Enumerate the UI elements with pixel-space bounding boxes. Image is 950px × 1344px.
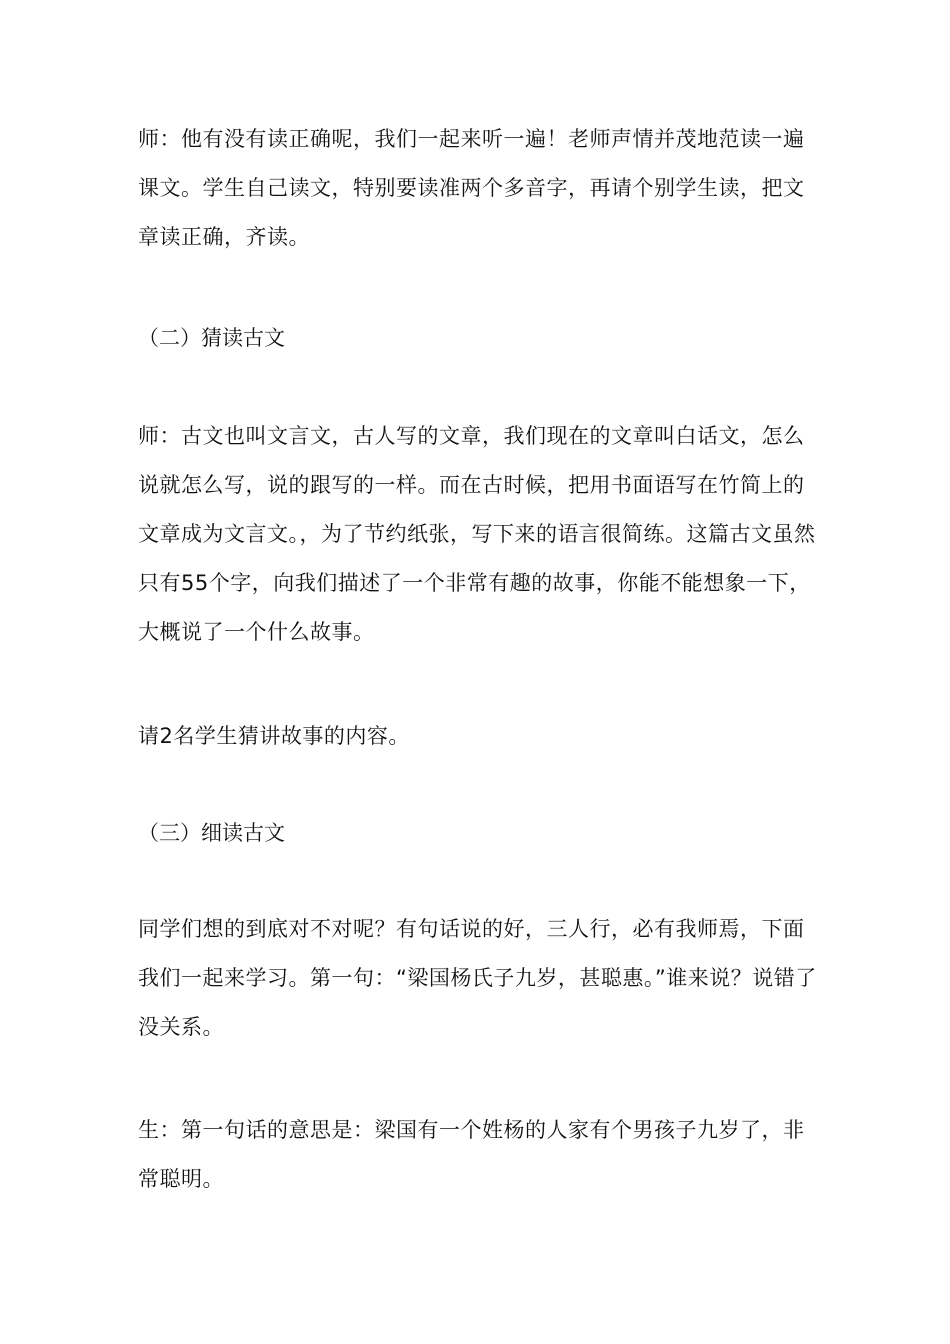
section-heading-detailed-reading: （三）细读古文 [138,821,285,845]
paragraph-teacher-reading: 师：他有没有读正确呢，我们一起来听一遍！老师声情并茂地范读一遍课文。学生自己读文，特别要读准两个多音字，再请个别学生读，把文章读正确，齐读。 [138,127,805,249]
paragraph-student-answer: 生：第一句话的意思是：梁国有一个姓杨的人家有个男孩子九岁了，非常聪明。 [138,1118,805,1191]
section-heading-guess-reading: （二）猜读古文 [138,326,285,350]
paragraph-first-sentence-question: 同学们想的到底对不对呢？有句话说的好，三人行，必有我师焉，下面我们一起来学习。第一句：“梁国杨氏子九岁，甚聪惠。”谁来说？说错了没关系。 [138,917,817,1039]
paragraph-classical-chinese-explanation: 师：古文也叫文言文，古人写的文章，我们现在的文章叫白话文，怎么说就怎么写，说的跟写的一样。而在古时候，把用书面语写在竹简上的文章成为文言文。，为了节约纸张，写下来的语言很简练。这篇古文虽然只有55个字，向我们描述了一个非常有趣的故事，你能不能想象一下，大概说了一个什么故事。 [138,424,816,644]
paragraph-student-guess: 请2名学生猜讲故事的内容。 [138,724,410,748]
